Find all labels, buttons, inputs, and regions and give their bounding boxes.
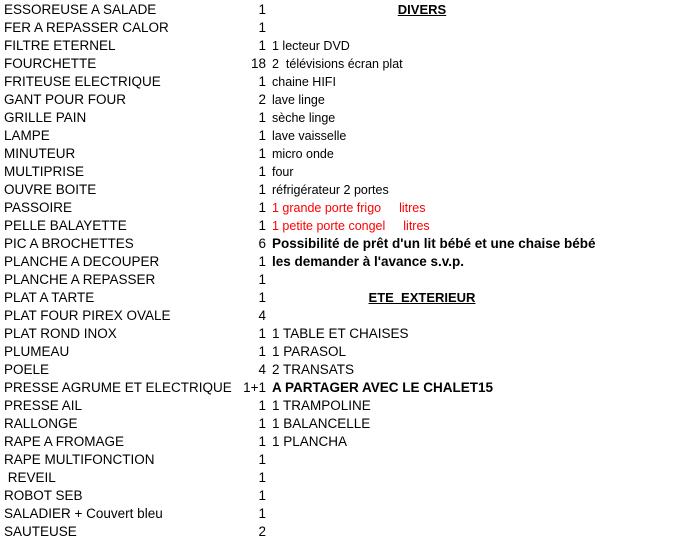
inventory-item: PLAT A TARTE xyxy=(4,290,95,305)
inventory-qty: 1 xyxy=(258,488,266,503)
inventory-qty: 1 xyxy=(258,272,266,287)
inventory-item: PRESSE AIL xyxy=(4,398,83,413)
inventory-item: GRILLE PAIN xyxy=(4,110,87,125)
inventory-qty: 1 xyxy=(258,164,266,179)
inventory-qty: 6 xyxy=(258,236,266,251)
inventory-qty: 1 xyxy=(258,452,266,467)
inventory-item: PELLE BALAYETTE xyxy=(4,218,127,233)
inventory-qty: 4 xyxy=(258,308,266,323)
inventory-item: SALADIER + Couvert bleu xyxy=(4,506,163,521)
divers-item-freezer xyxy=(272,217,430,235)
inventory-item: PASSOIRE xyxy=(4,200,73,215)
divers-item: réfrigérateur 2 portes xyxy=(272,183,389,197)
inventory-qty: 1 xyxy=(258,344,266,359)
inventory-qty: 1 xyxy=(258,326,266,341)
inventory-item: PLUMEAU xyxy=(4,344,70,359)
inventory-qty: 1 xyxy=(258,506,266,521)
inventory-qty: 1 xyxy=(258,38,266,53)
inventory-item: PLAT ROND INOX xyxy=(4,326,117,341)
inventory-item: MINUTEUR xyxy=(4,146,76,161)
inventory-item: MULTIPRISE xyxy=(4,164,85,179)
divers-item: 1 lecteur DVD xyxy=(272,39,350,53)
inventory-qty: 18 xyxy=(250,56,266,71)
inventory-item: PLANCHE A DECOUPER xyxy=(4,254,160,269)
ete-exterieur-heading: ETE EXTERIEUR xyxy=(368,290,476,305)
inventory-qty: 1 xyxy=(258,74,266,89)
outdoor-item: 1 BALANCELLE xyxy=(272,416,371,431)
inventory-item: RAPE MULTIFONCTION xyxy=(4,452,155,467)
inventory-item: SAUTEUSE xyxy=(4,524,77,539)
inventory-qty: 1 xyxy=(258,470,266,485)
divers-item: micro onde xyxy=(272,147,334,161)
freezer-label: 1 petite porte congel xyxy=(272,219,386,233)
baby-loan-note: Possibilité de prêt d'un lit bébé et une chaise bébé xyxy=(272,236,596,251)
baby-loan-request-note: les demander à l'avance s.v.p. xyxy=(272,254,465,269)
inventory-qty: 1 xyxy=(258,398,266,413)
divers-item: sèche linge xyxy=(272,111,336,125)
inventory-item: FER A REPASSER CALOR xyxy=(4,20,169,35)
divers-item: lave vaisselle xyxy=(272,129,347,143)
divers-item-fridge xyxy=(272,199,426,217)
inventory-item: RAPE A FROMAGE xyxy=(4,434,125,449)
inventory-qty: 1 xyxy=(258,146,266,161)
inventory-qty: 1 xyxy=(258,182,266,197)
inventory-qty: 1 xyxy=(258,2,266,17)
inventory-qty: 2 xyxy=(258,524,266,539)
inventory-item: FRITEUSE ELECTRIQUE xyxy=(4,74,161,89)
inventory-qty: 4 xyxy=(258,362,266,377)
inventory-item: REVEIL xyxy=(4,470,56,485)
inventory-qty: 1 xyxy=(258,254,266,269)
inventory-item: POELE xyxy=(4,362,50,377)
shared-with-chalet-note: A PARTAGER AVEC LE CHALET15 xyxy=(272,380,494,395)
inventory-item: FILTRE ETERNEL xyxy=(4,38,116,53)
inventory-qty: 1 xyxy=(258,434,266,449)
divers-item: 2 télévisions écran plat xyxy=(272,57,403,71)
inventory-item: ESSOREUSE A SALADE xyxy=(4,2,157,17)
fridge-unit: litres xyxy=(399,201,426,215)
divers-heading: DIVERS xyxy=(397,2,447,17)
inventory-item: PIC A BROCHETTES xyxy=(4,236,134,251)
inventory-qty: 2 xyxy=(258,92,266,107)
inventory-item: LAMPE xyxy=(4,128,50,143)
outdoor-item: 1 TABLE ET CHAISES xyxy=(272,326,409,341)
inventory-item: FOURCHETTE xyxy=(4,56,97,71)
inventory-item: PLANCHE A REPASSER xyxy=(4,272,156,287)
inventory-qty: 1 xyxy=(258,218,266,233)
outdoor-item: 2 TRANSATS xyxy=(272,362,355,377)
inventory-qty: 1 xyxy=(258,290,266,305)
outdoor-item: 1 PLANCHA xyxy=(272,434,348,449)
inventory-item: PRESSE AGRUME ET ELECTRIQUE xyxy=(4,380,232,395)
inventory-item: GANT POUR FOUR xyxy=(4,92,127,107)
divers-item: four xyxy=(272,165,294,179)
outdoor-item: 1 TRAMPOLINE xyxy=(272,398,371,413)
inventory-qty: 1 xyxy=(258,128,266,143)
inventory-qty: 1+1 xyxy=(243,380,266,395)
inventory-qty: 1 xyxy=(258,200,266,215)
inventory-item: OUVRE BOITE xyxy=(4,182,97,197)
divers-item: lave linge xyxy=(272,93,325,107)
inventory-item: ROBOT SEB xyxy=(4,488,83,503)
inventory-qty: 1 xyxy=(258,416,266,431)
inventory-item: PLAT FOUR PIREX OVALE xyxy=(4,308,171,323)
inventory-item: RALLONGE xyxy=(4,416,78,431)
inventory-qty: 1 xyxy=(258,20,266,35)
freezer-unit: litres xyxy=(403,219,430,233)
outdoor-item: 1 PARASOL xyxy=(272,344,347,359)
inventory-qty: 1 xyxy=(258,110,266,125)
fridge-label: 1 grande porte frigo xyxy=(272,201,382,215)
divers-item: chaine HIFI xyxy=(272,75,336,89)
